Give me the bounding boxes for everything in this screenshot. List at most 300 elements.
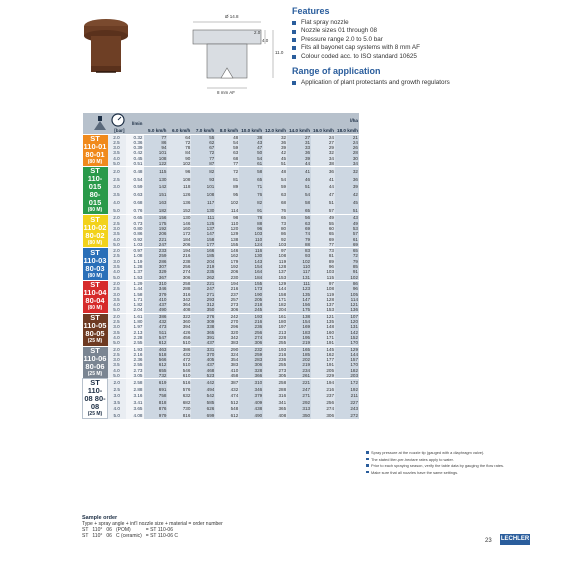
flow-cell: 2.28	[126, 335, 144, 340]
flow-cell: 1.08	[126, 253, 144, 258]
rate-cell: 394	[167, 324, 191, 329]
rate-cell: 182	[144, 206, 168, 215]
rate-cell: 69	[335, 242, 359, 248]
rate-cell: 108	[167, 175, 191, 183]
rate-cell: 203	[335, 373, 359, 379]
rate-cell: 164	[239, 269, 263, 274]
rate-cell: 32	[311, 150, 335, 155]
rate-cell: 165	[287, 346, 311, 352]
rate-cell: 346	[239, 386, 263, 393]
flow-cell: 1.53	[126, 275, 144, 281]
rate-cell: 193	[263, 346, 287, 352]
rate-cell: 146	[215, 248, 239, 254]
flow-cell: 2.58	[126, 379, 144, 386]
speed-header: 14.0 km/h	[289, 128, 311, 134]
rate-cell: 85	[335, 264, 359, 269]
rate-cell: 78	[167, 145, 191, 150]
rate-cell: 219	[287, 340, 311, 346]
rate-cell: 612	[144, 362, 168, 367]
rate-cell: 58	[287, 199, 311, 207]
rate-cell: 408	[167, 307, 191, 313]
rate-cell: 170	[335, 340, 359, 346]
rate-cell: 364	[167, 302, 191, 307]
pressure-cell: 3.5	[108, 231, 126, 236]
rate-cell: 77	[191, 156, 215, 161]
rate-cell: 77	[144, 134, 168, 140]
dim-a: 2.0	[254, 30, 261, 35]
sample-order-header: Type + spray angle + int'l nozzle size + material = order number	[82, 521, 223, 527]
rate-cell: 41	[311, 175, 335, 183]
rate-cell: 64	[167, 134, 191, 140]
flow-cell: 0.86	[126, 231, 144, 236]
sample-order-cell: 06	[106, 527, 112, 533]
pressure-cell: 2.0	[108, 280, 126, 286]
rate-cell: 173	[239, 286, 263, 291]
rate-cell: 259	[144, 253, 168, 258]
sample-order-cell: 06	[106, 533, 112, 539]
rate-cell: 162	[215, 253, 239, 258]
flow-cell: 1.61	[126, 313, 144, 319]
rate-cell: 147	[191, 231, 215, 236]
rate-cell: 63	[287, 221, 311, 226]
rate-cell: 237	[215, 292, 239, 297]
speed-header: 6.0 km/h	[167, 128, 191, 134]
nozzle-type-cell	[83, 248, 108, 281]
rate-cell: 219	[287, 362, 311, 367]
table-row	[83, 206, 360, 215]
rate-cell: 185	[191, 253, 215, 258]
rate-cell: 216	[263, 352, 287, 357]
rate-cell: 38	[311, 161, 335, 167]
rate-cell: 129	[335, 346, 359, 352]
rate-cell: 494	[191, 386, 215, 393]
rate-cell: 137	[191, 226, 215, 231]
rate-cell: 166	[191, 248, 215, 254]
pressure-cell: 2.0	[108, 313, 126, 319]
table-row	[83, 183, 360, 191]
rate-cell: 192	[215, 264, 239, 269]
rate-cell: 120	[335, 319, 359, 324]
rate-cell: 57	[335, 231, 359, 236]
rate-cell: 153	[311, 307, 335, 313]
rate-cell: 383	[215, 340, 239, 346]
rate-cell: 341	[263, 399, 287, 406]
pressure-cell: 3.5	[108, 150, 126, 155]
pressure-cell: 3.5	[108, 191, 126, 199]
technical-drawing	[185, 12, 295, 102]
pressure-cell: 5.0	[108, 206, 126, 215]
rate-cell: 29	[311, 145, 335, 150]
rate-cell: 92	[263, 237, 287, 242]
rate-cell: 57	[311, 206, 335, 215]
sample-order-cell: 110°	[92, 527, 103, 533]
rate-cell: 271	[287, 393, 311, 400]
rate-cell: 236	[263, 357, 287, 362]
rate-cell: 80	[263, 226, 287, 231]
rate-cell: 258	[167, 280, 191, 286]
rate-cell: 154	[287, 319, 311, 324]
rate-cell: 171	[311, 335, 335, 340]
rate-cell: 33	[287, 145, 311, 150]
rate-cell: 108	[191, 191, 215, 199]
rate-cell: 185	[287, 352, 311, 357]
speed-header: 12.0 km/h	[265, 128, 287, 134]
pressure-cell: 2.5	[108, 386, 126, 393]
rate-cell: 24	[311, 134, 335, 140]
nozzle-size-label: (80 M)	[87, 239, 103, 246]
rate-cell: 274	[311, 406, 335, 413]
rate-cell: 180	[263, 319, 287, 324]
rate-cell: 138	[287, 313, 311, 319]
rate-cell: 331	[191, 346, 215, 352]
sample-order	[82, 515, 302, 539]
rate-cell: 228	[263, 335, 287, 340]
rate-cell: 148	[311, 324, 335, 329]
rate-cell: 115	[311, 275, 335, 281]
rate-cell: 86	[144, 140, 168, 145]
flow-cell: 0.65	[126, 215, 144, 221]
pressure-cell: 3.0	[108, 357, 126, 362]
rate-cell: 346	[144, 286, 168, 291]
rate-cell: 216	[167, 253, 191, 258]
rate-cell: 182	[263, 302, 287, 307]
rate-cell: 94	[144, 145, 168, 150]
rate-cell: 118	[167, 183, 191, 191]
pressure-cell: 4.0	[108, 302, 126, 307]
nozzle-type-cell	[83, 280, 108, 313]
rate-cell: 191	[311, 340, 335, 346]
rate-cell: 194	[215, 280, 239, 286]
rate-cell: 655	[144, 368, 168, 373]
pressure-gauge-icon	[111, 113, 125, 127]
rate-cell: 130	[144, 175, 168, 183]
rate-cell: 310	[239, 379, 263, 386]
rate-cell: 111	[287, 280, 311, 286]
rate-cell: 32	[263, 134, 287, 140]
sample-order-title: Sample order	[82, 515, 118, 521]
pressure-cell: 5.0	[108, 161, 126, 167]
nozzle-size-label: (80 M)	[87, 305, 103, 312]
rate-cell: 328	[239, 368, 263, 373]
note-item: Spray pressure at the nozzle tip (gauged with a diaphragm valve).	[366, 450, 516, 455]
rate-cell: 105	[335, 292, 359, 297]
pressure-cell: 4.0	[108, 335, 126, 340]
pressure-cell: 5.0	[108, 340, 126, 346]
rate-cell: 59	[215, 145, 239, 150]
rate-cell: 219	[191, 264, 215, 269]
rate-cell: 54	[215, 140, 239, 145]
rate-cell: 47	[239, 145, 263, 150]
pressure-cell: 2.5	[108, 140, 126, 145]
rate-cell: 386	[167, 346, 191, 352]
pressure-cell: 4.0	[108, 406, 126, 413]
pressure-cell: 4.0	[108, 199, 126, 207]
rate-cell: 410	[144, 297, 168, 302]
rate-cell: 128	[311, 297, 335, 302]
rate-cell: 432	[167, 352, 191, 357]
rate-cell: 190	[239, 292, 263, 297]
rate-cell: 342	[215, 335, 239, 340]
rate-cell: 365	[263, 406, 287, 413]
rate-cell: 472	[167, 357, 191, 362]
rate-cell: 216	[215, 286, 239, 291]
rate-cell: 88	[239, 221, 263, 226]
rate-cell: 816	[167, 412, 191, 419]
rate-cell: 108	[144, 156, 168, 161]
nozzle-type-label: ST 110-015 80-015	[87, 166, 103, 208]
table-row	[83, 167, 360, 175]
rate-cell: 103	[239, 231, 263, 236]
features-title: Features	[292, 6, 330, 16]
flow-cell: 0.76	[126, 206, 144, 215]
rate-cell: 194	[311, 379, 335, 386]
rate-cell: 55	[191, 134, 215, 140]
rate-cell: 386	[144, 313, 168, 319]
rate-cell: 195	[287, 335, 311, 340]
rate-cell: 237	[311, 393, 335, 400]
rate-cell: 54	[287, 191, 311, 199]
rate-cell: 32	[335, 167, 359, 175]
rate-cell: 258	[263, 379, 287, 386]
rate-cell: 177	[191, 242, 215, 248]
rate-cell: 115	[144, 167, 168, 175]
rate-cell: 114	[215, 206, 239, 215]
nozzle-type-cell	[83, 134, 108, 167]
rate-cell: 229	[311, 373, 335, 379]
feature-item: Pressure range 2.0 to 5.0 bar	[292, 36, 562, 44]
rate-cell: 247	[144, 242, 168, 248]
rate-cell: 437	[144, 302, 168, 307]
rate-cell: 732	[144, 373, 168, 379]
rate-cell: 96	[239, 226, 263, 231]
rate-cell: 144	[335, 352, 359, 357]
rate-cell: 245	[239, 307, 263, 313]
rate-cell: 117	[191, 199, 215, 207]
rate-cell: 329	[144, 269, 168, 274]
features-list	[292, 19, 562, 61]
rate-cell: 43	[239, 140, 263, 145]
sample-order-row	[82, 533, 182, 539]
speed-header: 10.0 km/h	[241, 128, 263, 134]
rate-cell: 547	[144, 335, 168, 340]
nozzle-type-label: ST 110-03 80-03	[83, 247, 107, 273]
rate-cell: 262	[191, 275, 215, 281]
rate-cell: 205	[239, 297, 263, 302]
rate-cell: 89	[215, 183, 239, 191]
rate-cell: 409	[239, 399, 263, 406]
rate-cell: 93	[191, 175, 215, 183]
note-item: Prior to each spraying season, verify the table data by gauging the flow rates.	[366, 463, 516, 468]
rate-cell: 78	[239, 215, 263, 221]
speed-header: 7.0 km/h	[191, 128, 215, 134]
rate-cell: 110	[215, 221, 239, 226]
rate-cell: 28	[335, 150, 359, 155]
rate-cell: 83	[287, 248, 311, 254]
rate-cell: 137	[263, 269, 287, 274]
rate-cell: 179	[215, 259, 239, 264]
rate-cell: 194	[167, 248, 191, 254]
pressure-cell: 5.0	[108, 412, 126, 419]
rate-cell: 456	[167, 335, 191, 340]
rate-cell: 51	[263, 161, 287, 167]
rate-cell: 130	[167, 215, 191, 221]
rate-cell: 405	[191, 357, 215, 362]
rate-cell: 72	[167, 140, 191, 145]
rate-cell: 110	[239, 237, 263, 242]
rate-cell: 432	[215, 386, 239, 393]
rate-cell: 101	[144, 150, 168, 155]
nozzle-type-cell	[83, 167, 108, 215]
rate-cell: 39	[263, 145, 287, 150]
rate-cell: 468	[191, 368, 215, 373]
rate-cell: 48	[215, 134, 239, 140]
rate-cell: 283	[239, 357, 263, 362]
rate-cell: 316	[263, 393, 287, 400]
pressure-cell: 3.0	[108, 259, 126, 264]
rate-cell: 350	[287, 412, 311, 419]
rate-cell: 51	[335, 206, 359, 215]
nozzle-type-label: ST 110-01 80-01	[83, 134, 107, 159]
rate-cell: 256	[311, 399, 335, 406]
rate-cell: 87	[191, 161, 215, 167]
rate-cell: 47	[311, 191, 335, 199]
pressure-cell: 4.0	[108, 237, 126, 242]
rate-cell: 175	[287, 307, 311, 313]
rate-cell: 131	[335, 324, 359, 329]
rate-cell: 77	[215, 161, 239, 167]
rate-cell: 510	[167, 362, 191, 367]
nozzle-size-label: (25 M)	[87, 338, 103, 345]
flow-cell: 0.59	[126, 183, 144, 191]
rate-cell: 288	[167, 286, 191, 291]
rate-cell: 136	[167, 199, 191, 207]
nozzle-type-label: ST 110-08 80-08	[84, 378, 106, 412]
flow-cell: 0.68	[126, 199, 144, 207]
rate-cell: 523	[191, 373, 215, 379]
features-section	[292, 6, 562, 87]
rate-cell: 49	[335, 221, 359, 226]
rate-cell: 518	[144, 352, 168, 357]
flow-cell: 2.55	[126, 340, 144, 346]
rate-cell: 546	[167, 368, 191, 373]
rate-cell: 233	[144, 248, 168, 254]
rate-cell: 542	[191, 393, 215, 400]
flow-cell: 0.32	[126, 134, 144, 140]
rate-cell: 160	[311, 330, 335, 335]
range-title: Range of application	[292, 66, 381, 77]
note-item: The stated liter-per-hectare rates apply to water.	[366, 457, 516, 462]
table-row	[83, 175, 360, 183]
rate-cell: 108	[311, 286, 335, 291]
rate-cell: 82	[239, 199, 263, 207]
flow-cell: 0.45	[126, 156, 144, 161]
rate-cell: 548	[215, 406, 239, 413]
rate-cell: 490	[239, 412, 263, 419]
sample-order-cell: ST	[82, 527, 89, 533]
rate-cell: 103	[263, 242, 287, 248]
rate-cell: 204	[263, 307, 287, 313]
pressure-cell: 3.0	[108, 145, 126, 150]
rate-cell: 67	[191, 145, 215, 150]
flow-cell: 2.73	[126, 368, 144, 373]
rate-cell: 65	[311, 231, 335, 236]
nozzle-spray-icon	[93, 115, 107, 131]
rate-cell: 31	[287, 140, 311, 145]
table-row	[83, 199, 360, 207]
rate-cell: 273	[215, 302, 239, 307]
rate-cell: 619	[144, 379, 168, 386]
rate-cell: 86	[335, 280, 359, 286]
rate-cell: 699	[191, 412, 215, 419]
rate-cell: 691	[144, 386, 168, 393]
rate-cell: 157	[335, 357, 359, 362]
rate-cell: 230	[215, 275, 239, 281]
rate-cell: 365	[191, 330, 215, 335]
rate-cell: 72	[215, 167, 239, 175]
rate-cell: 270	[215, 319, 239, 324]
rate-cell: 274	[167, 269, 191, 274]
rate-cell: 42	[335, 191, 359, 199]
rate-cell: 227	[335, 399, 359, 406]
rate-cell: 192	[335, 386, 359, 393]
flow-cell: 1.93	[126, 346, 144, 352]
rate-cell: 107	[335, 313, 359, 319]
rate-cell: 82	[191, 167, 215, 175]
notes-section	[366, 450, 516, 476]
lha-header: l/ha	[144, 113, 360, 128]
rate-cell: 131	[287, 275, 311, 281]
rate-cell: 566	[144, 357, 168, 362]
rate-cell: 124	[239, 242, 263, 248]
rate-cell: 129	[215, 231, 239, 236]
rate-cell: 576	[167, 386, 191, 393]
rate-cell: 151	[144, 191, 168, 199]
rate-cell: 65	[263, 215, 287, 221]
nozzle-type-cell	[83, 215, 108, 248]
flow-cell: 0.73	[126, 221, 144, 226]
rate-cell: 81	[311, 253, 335, 258]
rate-cell: 102	[167, 161, 191, 167]
rate-cell: 72	[191, 150, 215, 155]
rate-cell: 54	[263, 175, 287, 183]
feature-item: Flat spray nozzle	[292, 19, 562, 27]
brand-logo: LECHLER	[500, 534, 530, 545]
flow-cell: 1.97	[126, 324, 144, 329]
rate-cell: 101	[191, 183, 215, 191]
rate-cell: 286	[144, 259, 168, 264]
rate-cell: 27	[287, 134, 311, 140]
rate-cell: 306	[311, 412, 335, 419]
rate-cell: 61	[335, 237, 359, 242]
rate-cell: 296	[215, 324, 239, 329]
nozzle-icon-header	[83, 113, 108, 134]
rate-cell: 129	[263, 280, 287, 286]
flow-cell: 1.82	[126, 302, 144, 307]
speed-header: 5.0 km/h	[144, 128, 168, 134]
rate-cell: 76	[263, 206, 287, 215]
rate-cell: 39	[287, 156, 311, 161]
flow-cell: 1.37	[126, 269, 144, 274]
rate-cell: 26	[335, 145, 359, 150]
rate-cell: 247	[287, 386, 311, 393]
rate-cell: 68	[263, 199, 287, 207]
sample-order-cell: ST	[82, 533, 89, 539]
rate-cell: 818	[144, 399, 168, 406]
rate-cell: 51	[287, 183, 311, 191]
rate-cell: 247	[191, 286, 215, 291]
rate-cell: 213	[263, 330, 287, 335]
rate-cell: 119	[311, 292, 335, 297]
